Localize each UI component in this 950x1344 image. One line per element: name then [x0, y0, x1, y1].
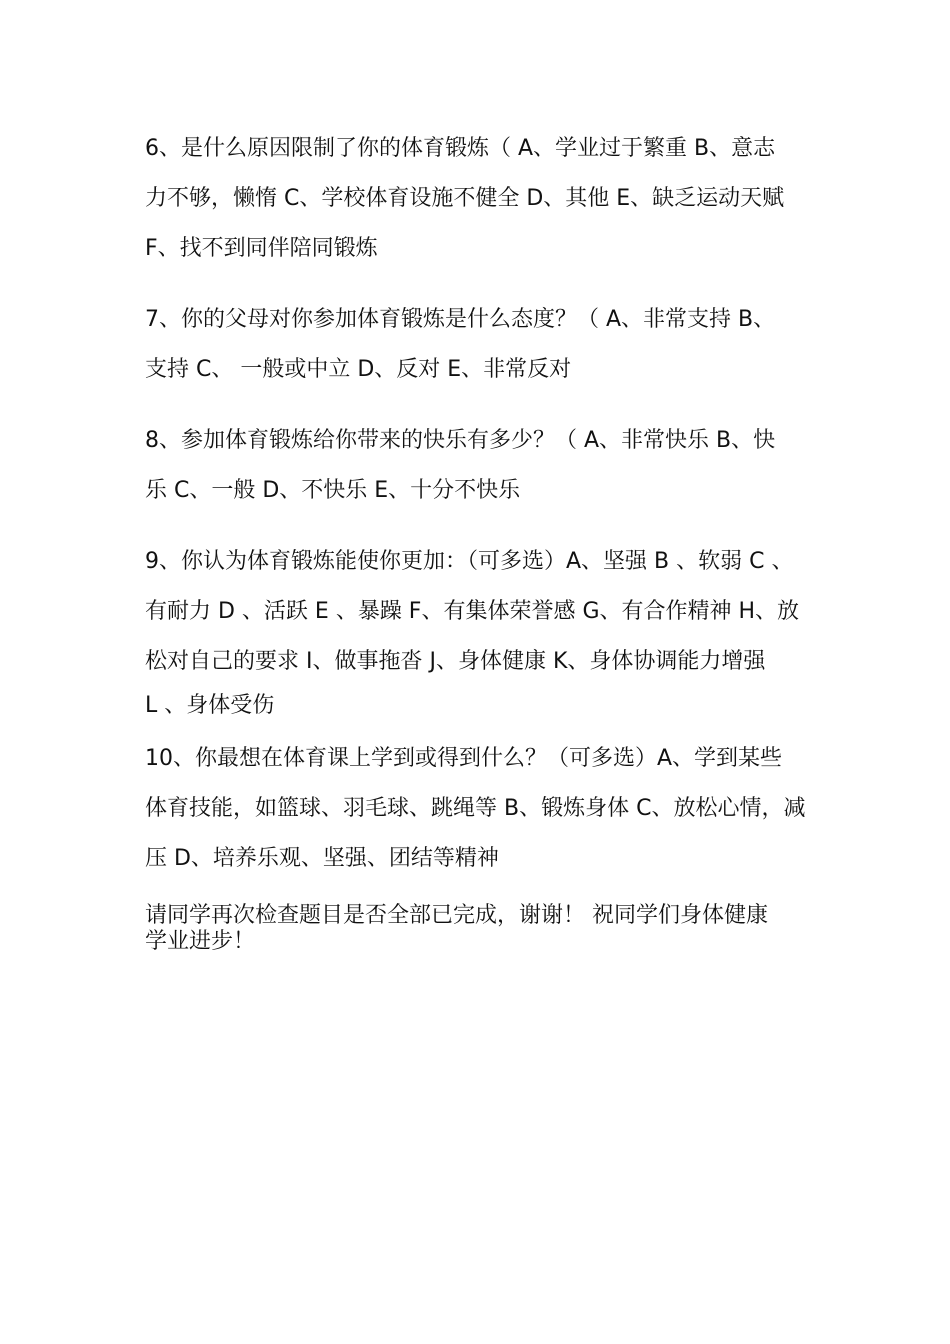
question-7 — [145, 295, 817, 395]
closing-note — [145, 903, 817, 955]
question-10-line-3: 压 D、培养乐观、坚强、团结等精神 — [145, 846, 499, 871]
question-9-line-4: L 、身体受伤 — [145, 693, 275, 718]
question-6-line-2: 力不够，懒惰 C、学校体育设施不健全 D、其他 E、缺乏运动天赋 — [145, 186, 785, 211]
closing-line-2: 学业进步！ — [145, 929, 256, 954]
question-8 — [145, 416, 817, 516]
question-8-line-2: 乐 C、一般 D、不快乐 E、十分不快乐 — [145, 478, 521, 503]
question-9-line-1: 9、你认为体育锻炼能使你更加：（可多选）A、坚强 B 、软弱 C 、 — [145, 549, 794, 574]
question-9-line-3: 松对自己的要求 I、做事拖沓 J、身体健康 K、身体协调能力增强 — [145, 649, 766, 674]
question-9-line-2: 有耐力 D 、活跃 E 、暴躁 F、有集体荣誉感 G、有合作精神 H、放 — [145, 599, 800, 624]
question-10-line-1: 10、你最想在体育课上学到或得到什么？（可多选）A、学到某些 — [145, 746, 783, 771]
closing-line-1: 请同学再次检查题目是否全部已完成，谢谢！ 祝同学们身体健康 — [145, 903, 768, 928]
question-8-line-1: 8、参加体育锻炼给你带来的快乐有多少？（ A、非常快乐 B、快 — [145, 428, 776, 453]
question-6 — [145, 124, 817, 274]
question-6-line-3: F、找不到同伴陪同锻炼 — [145, 236, 378, 261]
question-9 — [145, 537, 817, 725]
question-7-line-1: 7、你的父母对你参加体育锻炼是什么态度？（ A、非常支持 B、 — [145, 307, 776, 332]
question-7-line-2: 支持 C、 一般或中立 D、反对 E、非常反对 — [145, 357, 572, 382]
question-6-line-1: 6、是什么原因限制了你的体育锻炼（ A、学业过于繁重 B、意志 — [145, 136, 776, 161]
question-10 — [145, 734, 817, 884]
question-10-line-2: 体育技能，如篮球、羽毛球、跳绳等 B、锻炼身体 C、放松心情，减 — [145, 796, 806, 821]
